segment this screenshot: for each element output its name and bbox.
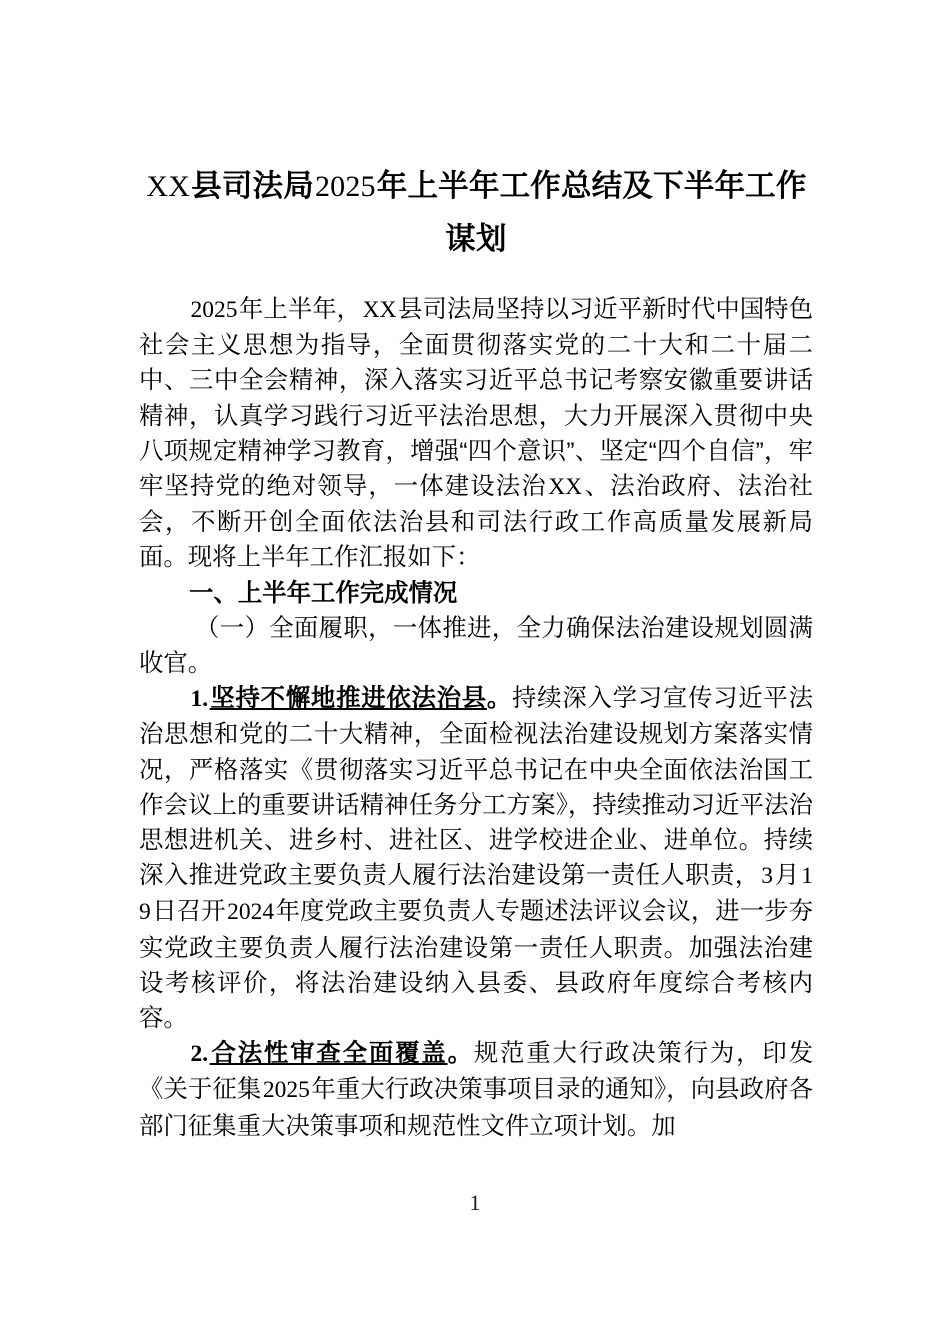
item-title: 合法性审查全面覆盖 — [209, 1040, 448, 1068]
subheading-one-one — [139, 611, 813, 681]
item-number: 1. — [190, 686, 209, 713]
title-segment-1: 县司法局 — [191, 169, 314, 203]
run-cjk: 月 — [774, 862, 800, 890]
paragraph-item-2 — [139, 1036, 813, 1144]
run-latin: 19 — [139, 863, 813, 926]
heading-text: 一、上半年工作完成情况 — [189, 579, 458, 607]
run-cjk: 年度党政主要负责人专题述法评议会议，进一步夯实党政主要负责人履行法治建设第一责任人职责。加强法治建设考核评价，将法治建设纳入县委、县政府年度综合考核内容。 — [139, 898, 813, 1033]
title-latin-year: 2025 — [314, 170, 376, 203]
subheading-text: （一）全面履职，一体推进，全力确保法治建设规划圆满收官。 — [139, 614, 813, 678]
page-number: 1 — [469, 1190, 481, 1215]
item-title: 坚持不懈地推进依法治县 — [209, 685, 487, 713]
heading-section-one — [139, 576, 813, 611]
run-latin: 2024 — [227, 899, 275, 926]
run-latin: 3 — [761, 863, 773, 890]
paragraph-item-1 — [139, 681, 813, 1036]
run-latin: XX — [548, 474, 583, 501]
run-cjk: 县司法局坚持以习近平新时代中国特色社会主义思想为指导，全面贯彻落实党的二十大和二十届二中、三中全会精神，深入落实习近平总书记考察安徽重要讲话精神，认真学习践行习近平法治思想，大力开展深入贯彻中央八项规定精神学习教育，增强“四个意识”、坚定“四个自信”，牢牢坚持党的绝对领导，一体建设法治 — [139, 296, 813, 501]
run-cjk: 年上半年， — [239, 296, 362, 323]
page-content — [139, 0, 813, 1144]
page-title — [139, 0, 813, 266]
document-body — [139, 292, 813, 1144]
item-title-punct: 。 — [447, 1040, 474, 1068]
title-segment-2: 年上半年工作总结及下半年工作谋划 — [376, 169, 807, 256]
run-latin: 2025 — [262, 1077, 310, 1104]
run-cjk: 日召开 — [152, 898, 226, 926]
run-latin: XX — [362, 297, 397, 323]
run-cjk: 年重大行政决策事项目录的通知》，向县政府各部门征集重大决策事项和规范性文件立项计划。加 — [139, 1076, 813, 1140]
item-number: 2. — [190, 1041, 209, 1068]
item-title-punct: 。 — [486, 685, 513, 713]
run-cjk: 持续深入学习宣传习近平法治思想和党的二十大精神，全面检视法治建设规划方案落实情况，严格落实《贯彻落实习近平总书记在中央全面依法治国工作会议上的重要讲话精神任务分工方案》，持续推动习近平法治思想进机关、进乡村、进社区、进学校进企业、进单位。持续深入推进党政主要负责人履行法治建设第一责任人职责， — [139, 685, 813, 890]
title-latin-xx: XX — [146, 170, 191, 203]
paragraph-opening — [139, 292, 813, 576]
run-latin: 2025 — [190, 297, 238, 323]
run-cjk: 规范重大行政决策行为，印发《关于征集 — [139, 1040, 813, 1104]
run-cjk: 、法治政府、法治社会，不断开创全面依法治县和司法行政工作高质量发展新局面。现将上半年工作汇报如下： — [139, 473, 813, 572]
